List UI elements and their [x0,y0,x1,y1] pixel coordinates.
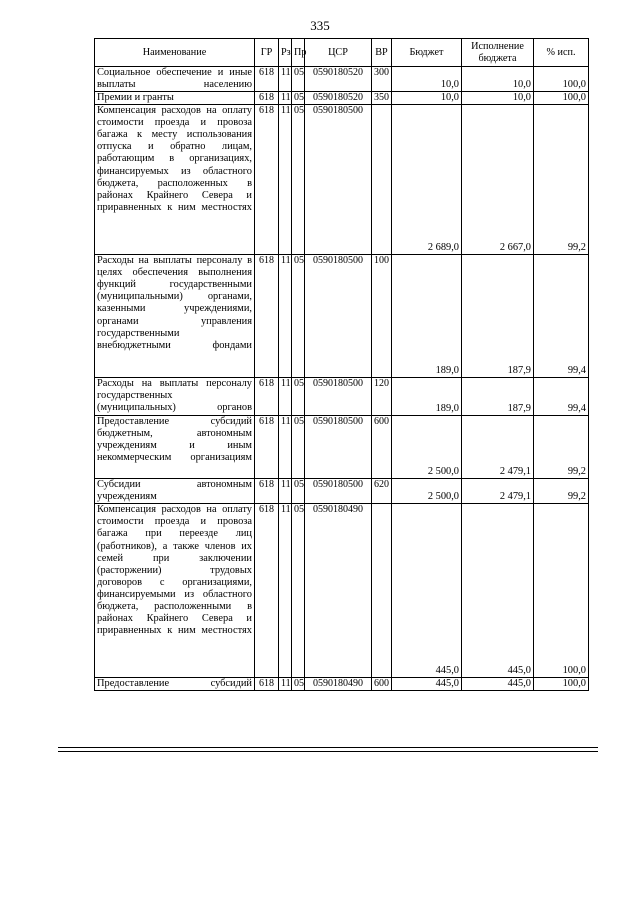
row-gr: 618 [255,105,279,255]
row-percent: 99,4 [534,378,589,416]
table-row [95,255,589,378]
row-execution: 10,0 [462,92,534,105]
row-csr: 0590180500 [305,255,372,378]
header-pr: Пр [292,39,305,67]
row-percent: 100,0 [534,504,589,678]
table-header-row [95,39,589,67]
footer-divider [58,747,598,748]
row-execution: 187,9 [462,255,534,378]
row-pr: 05 [292,416,305,479]
row-csr: 0590180500 [305,105,372,255]
header-budget: Бюджет [392,39,462,67]
row-gr: 618 [255,416,279,479]
row-gr: 618 [255,504,279,678]
row-pr: 05 [292,479,305,504]
table-row [95,105,589,255]
row-rz: 11 [279,504,292,678]
table-row [95,504,589,678]
row-percent: 99,2 [534,105,589,255]
header-percent: % исп. [534,39,589,67]
row-budget: 10,0 [392,92,462,105]
table-row [95,479,589,504]
row-percent: 100,0 [534,678,589,691]
row-vr: 350 [372,92,392,105]
row-pr: 05 [292,92,305,105]
row-vr: 600 [372,678,392,691]
row-pr: 05 [292,105,305,255]
table-row [95,92,589,105]
footer-divider-thin [58,751,598,752]
row-percent: 100,0 [534,92,589,105]
row-rz: 11 [279,479,292,504]
header-execution: Исполнение бюджета [462,39,534,67]
row-execution: 2 479,1 [462,416,534,479]
budget-table [94,38,589,691]
row-execution: 2 479,1 [462,479,534,504]
header-vr: ВР [372,39,392,67]
table-row [95,416,589,479]
row-csr: 0590180490 [305,504,372,678]
header-name: Наименование [95,39,255,67]
header-csr: ЦСР [305,39,372,67]
row-percent: 99,4 [534,255,589,378]
row-budget: 2 500,0 [392,416,462,479]
row-execution: 445,0 [462,504,534,678]
row-name: Расходы на выплаты персоналу государственных (муниципальных) органов [95,378,255,416]
row-vr [372,105,392,255]
row-name: Предоставление субсидий бюджетным, автономным учреждениям и иным некоммерческим организациям [95,416,255,479]
row-budget: 189,0 [392,255,462,378]
header-gr: ГР [255,39,279,67]
row-percent: 100,0 [534,67,589,92]
row-name: Социальное обеспечение и иные выплаты населению [95,67,255,92]
row-rz: 11 [279,255,292,378]
page-number: 335 [310,18,330,33]
row-gr: 618 [255,678,279,691]
row-pr: 05 [292,504,305,678]
row-gr: 618 [255,67,279,92]
table-row [95,678,589,691]
row-vr: 100 [372,255,392,378]
row-execution: 2 667,0 [462,105,534,255]
row-vr: 300 [372,67,392,92]
row-rz: 11 [279,92,292,105]
row-budget: 10,0 [392,67,462,92]
row-name: Компенсация расходов на оплату стоимости проезда и провоза багажа к месту использования отпуска и обратно лицам, работающим в организациях, финансируемых из областного бюджета, расположенных в районах Крайнего Севера и приравненных к ним местностях [95,105,255,255]
row-pr: 05 [292,678,305,691]
row-csr: 0590180490 [305,678,372,691]
row-pr: 05 [292,255,305,378]
row-budget: 2 689,0 [392,105,462,255]
row-csr: 0590180520 [305,67,372,92]
row-csr: 0590180500 [305,416,372,479]
row-gr: 618 [255,479,279,504]
row-name: Компенсация расходов на оплату стоимости проезда и провоза багажа при переезде лиц (работников), а также членов их семей при заключении (расторжении) трудовых договоров с организациями, финансируемыми из областного бюджета, расположенными в районах Крайнего Севера и приравненных к ним местностях [95,504,255,678]
row-name: Субсидии автономным учреждениям [95,479,255,504]
row-vr: 600 [372,416,392,479]
row-rz: 11 [279,67,292,92]
row-execution: 445,0 [462,678,534,691]
row-percent: 99,2 [534,416,589,479]
row-pr: 05 [292,378,305,416]
row-rz: 11 [279,678,292,691]
row-rz: 11 [279,105,292,255]
row-budget: 445,0 [392,504,462,678]
row-vr: 120 [372,378,392,416]
row-rz: 11 [279,378,292,416]
row-execution: 10,0 [462,67,534,92]
header-rz: Рз [279,39,292,67]
row-execution: 187,9 [462,378,534,416]
row-gr: 618 [255,92,279,105]
row-vr: 620 [372,479,392,504]
row-gr: 618 [255,378,279,416]
row-budget: 445,0 [392,678,462,691]
row-csr: 0590180500 [305,378,372,416]
table-row [95,67,589,92]
row-name: Расходы на выплаты персоналу в целях обеспечения выполнения функций государственными (муниципальными) органами, казенными учреждениями, органами управления государственными внебюджетными фондами [95,255,255,378]
row-csr: 0590180500 [305,479,372,504]
row-percent: 99,2 [534,479,589,504]
row-name: Предоставление субсидий [95,678,255,691]
row-vr [372,504,392,678]
table-row [95,378,589,416]
row-rz: 11 [279,416,292,479]
row-gr: 618 [255,255,279,378]
row-name: Премии и гранты [95,92,255,105]
row-budget: 2 500,0 [392,479,462,504]
row-budget: 189,0 [392,378,462,416]
row-pr: 05 [292,67,305,92]
row-csr: 0590180520 [305,92,372,105]
